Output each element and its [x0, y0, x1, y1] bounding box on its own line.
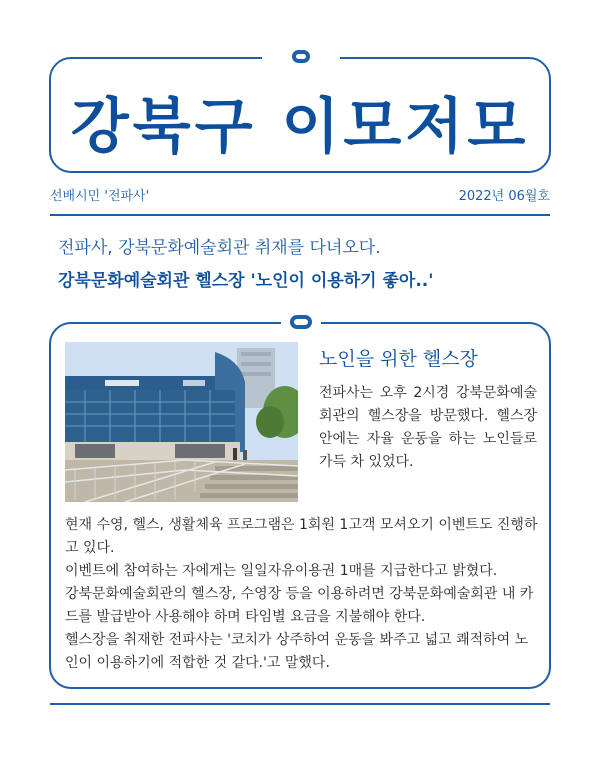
divider-top [50, 214, 550, 216]
masthead-ring-tab [262, 52, 340, 64]
divider-bottom [50, 703, 550, 705]
card-ring-tab [281, 316, 321, 328]
body-paragraph: 강북문화예술회관의 헬스장, 수영장 등을 이용하려면 강북문화예술회관 내 카드를 발급받아 사용해야 하며 타임별 요금을 지불해야 한다. [65, 586, 534, 625]
masthead-box [49, 57, 551, 173]
article-card [49, 322, 551, 689]
ring-icon [290, 315, 312, 329]
article-heading: 노인을 위한 헬스장 [319, 348, 478, 370]
lead-headline: 강북문화예술회관 헬스장 '노인이 이용하기 좋아..' [58, 271, 434, 291]
masthead-title: 강북구 이모저모 [70, 92, 530, 162]
article-intro: 전파사는 오후 2시경 강북문화예술회관의 헬스장을 방문했다. 헬스장 안에는 자율 운동을 하는 노인들로 가득 차 있었다. [319, 385, 537, 470]
issue-date: 2022년 06월호 [458, 189, 550, 204]
body-paragraph: 현재 수영, 헬스, 생활체육 프로그램은 1회원 1고객 모셔오기 이벤트도 진행하고 있다. [65, 517, 538, 556]
author-label: 선배시민 '전파사' [50, 189, 150, 204]
building-photo [65, 342, 298, 502]
body-paragraph: 헬스장을 취재한 전파사는 '코치가 상주하여 운동을 봐주고 넓고 쾌적하여 노인이 이용하기에 적합한 것 같다.'고 말했다. [65, 632, 529, 671]
body-paragraph: 이벤트에 참여하는 자에게는 일일자유이용권 1매를 지급한다고 밝혔다. [65, 563, 498, 579]
ring-icon [292, 50, 310, 63]
lead-subtitle: 전파사, 강북문화예술회관 취재를 다녀오다. [58, 238, 381, 258]
article-body [65, 514, 541, 675]
